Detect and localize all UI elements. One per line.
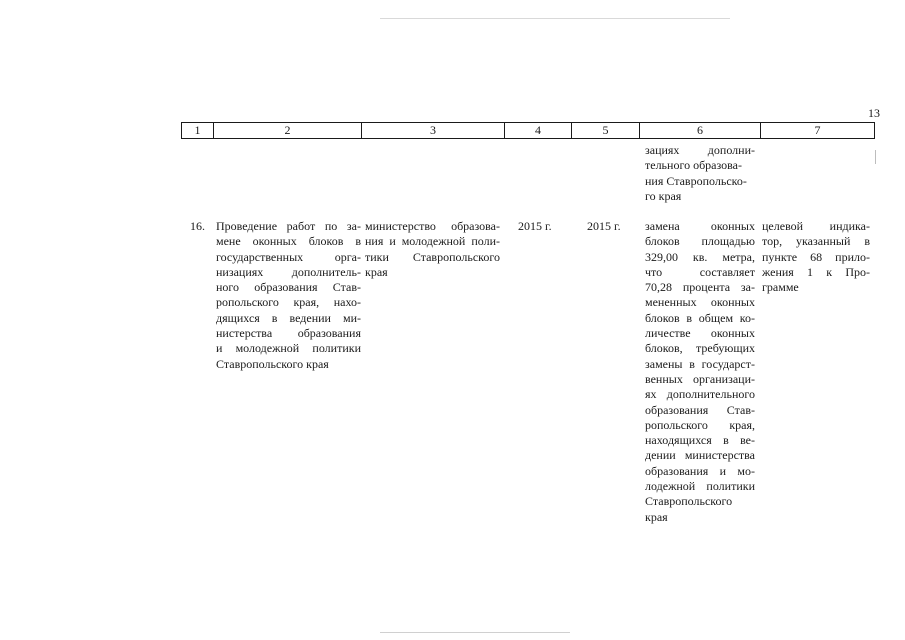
- text-line: тор, указанный в: [762, 234, 870, 249]
- text-line: блоков площадью: [645, 234, 755, 249]
- text-line: дящихся в ведении ми-: [216, 310, 361, 325]
- scan-artifact-bottom: [380, 632, 570, 633]
- header-col-4: 4: [504, 123, 571, 138]
- text-line: что составляет: [645, 264, 755, 279]
- text-line: 70,28 процента за-: [645, 280, 755, 295]
- row-col7-indicator: [762, 219, 870, 295]
- row-col3-executor: [365, 219, 500, 280]
- page-number: 13: [868, 106, 880, 120]
- text-line: и молодежной политики: [216, 341, 361, 356]
- scan-margin-mark: [875, 150, 876, 164]
- text-line: Ставропольского: [645, 494, 733, 509]
- row-col2-description: [216, 219, 361, 372]
- header-col-2: 2: [213, 123, 361, 138]
- text-line: низациях дополнитель-: [216, 264, 361, 279]
- text-line: 329,00 кв. метра,: [645, 249, 755, 264]
- header-col-3: 3: [361, 123, 504, 138]
- text-line: края: [645, 509, 668, 524]
- text-line: тельного образова-: [645, 158, 743, 173]
- text-line: ного образования Став-: [216, 280, 361, 295]
- text-line: ропольского края, нахо-: [216, 295, 361, 310]
- row-number: 16.: [190, 219, 205, 233]
- text-line: находящихся в ве-: [645, 433, 755, 448]
- text-line: Проведение работ по за-: [216, 219, 361, 233]
- text-line: венных организаци-: [645, 371, 755, 386]
- text-line: Ставропольского края: [216, 356, 329, 371]
- text-line: мене оконных блоков в: [216, 234, 361, 249]
- header-col-6: 6: [639, 123, 760, 138]
- text-line: дении министерства: [645, 448, 755, 463]
- text-line: министерство образова-: [365, 219, 500, 233]
- row-col6-result: [645, 219, 755, 525]
- text-line: государственных орга-: [216, 249, 361, 264]
- text-line: тики Ставропольского: [365, 249, 500, 264]
- table-header-row: [181, 122, 875, 139]
- text-line: жения 1 к Про-: [762, 264, 870, 279]
- text-line: замена оконных: [645, 219, 755, 233]
- text-line: личестве оконных: [645, 326, 755, 341]
- text-line: целевой индика-: [762, 219, 870, 233]
- text-line: ния и молодежной поли-: [365, 234, 500, 249]
- header-col-7: 7: [760, 123, 874, 138]
- text-line: пункте 68 прило-: [762, 249, 870, 264]
- text-line: образования и мо-: [645, 463, 755, 478]
- text-line: образования Став-: [645, 402, 755, 417]
- header-col-1: 1: [194, 123, 201, 137]
- text-line: нистерства образования: [216, 326, 361, 341]
- text-line: края: [365, 264, 388, 279]
- header-col-5: 5: [571, 123, 639, 138]
- text-line: блоков в общем ко-: [645, 310, 755, 325]
- row-col5-end-year: 2015 г.: [587, 219, 621, 233]
- text-line: лодежной политики: [645, 479, 755, 494]
- row-col4-start-year: 2015 г.: [518, 219, 552, 233]
- text-line: грамме: [762, 280, 799, 295]
- text-line: го края: [645, 188, 682, 203]
- text-line: ния Ставропольско-: [645, 173, 747, 188]
- continuation-col6: [645, 143, 755, 204]
- text-line: ях дополнительного: [645, 387, 755, 402]
- text-line: блоков, требующих: [645, 341, 755, 356]
- text-line: зациях дополни-: [645, 143, 755, 157]
- text-line: ропольского края,: [645, 417, 755, 432]
- text-line: мененных оконных: [645, 295, 755, 310]
- scan-artifact-top: [380, 18, 730, 19]
- text-line: замены в государст-: [645, 356, 755, 371]
